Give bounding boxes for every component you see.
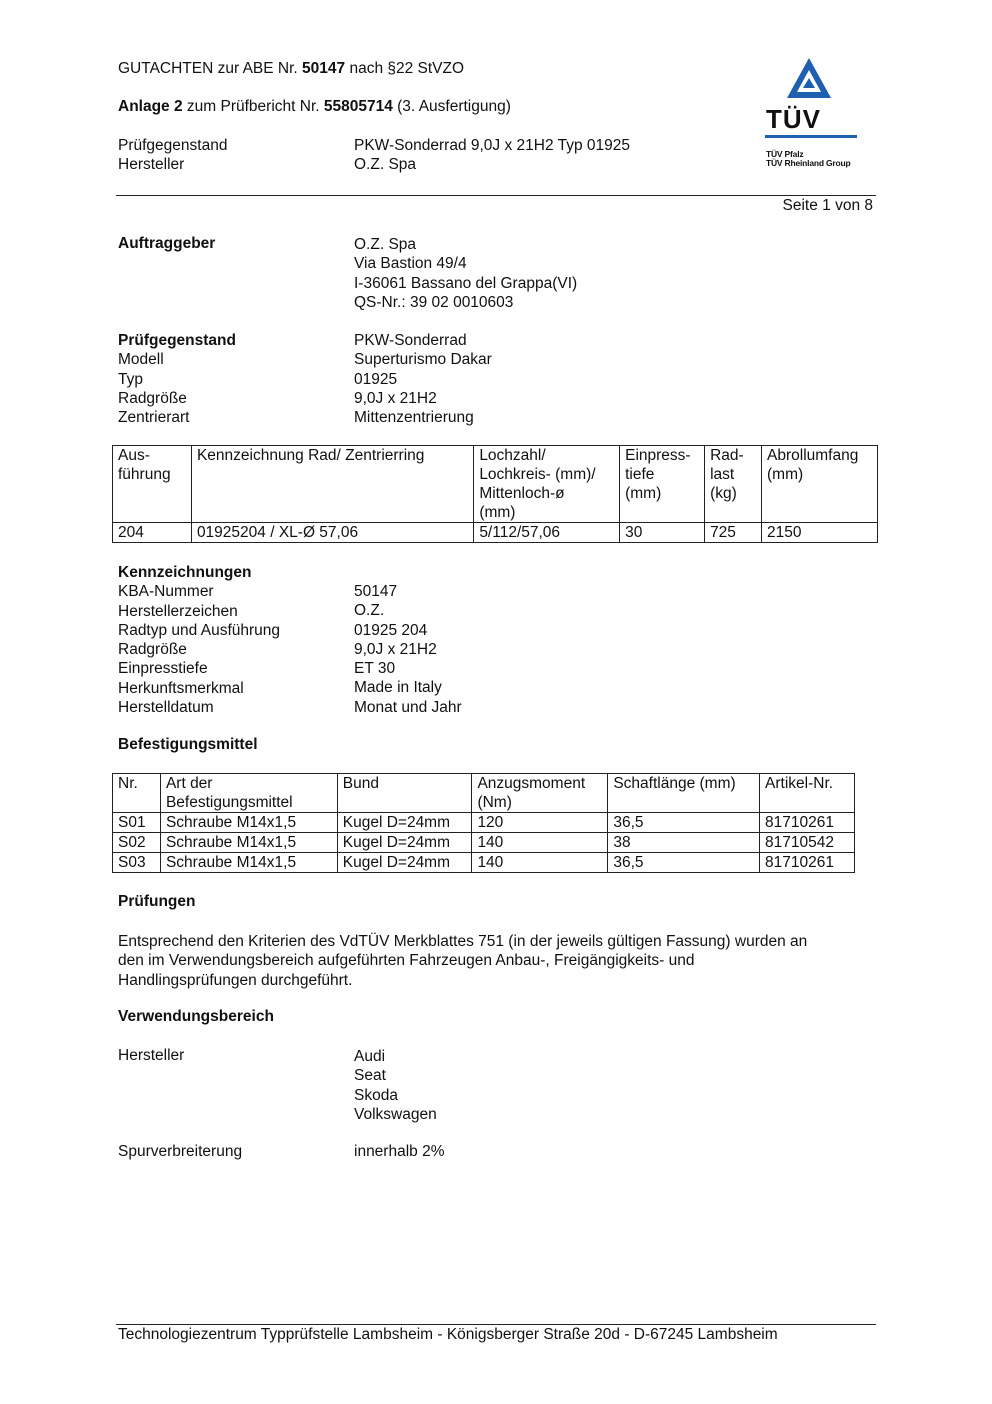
title-prefix: GUTACHTEN zur ABE Nr. [118, 60, 303, 77]
table-header-row [113, 774, 855, 813]
header-pg-label: Prüfgegenstand [118, 137, 228, 154]
table-cell: 30 [620, 523, 705, 543]
header-cell: Abrollumfang (mm) [762, 446, 878, 523]
logo-sub1: TÜV Pfalz [766, 149, 804, 159]
table-cell: 140 [472, 853, 608, 873]
field-value: PKW-Sonderrad [354, 332, 467, 349]
tuv-wordmark: TÜV [766, 104, 821, 134]
fastener-table [112, 773, 855, 873]
header-cell: Schaftlänge (mm) [608, 774, 760, 813]
field-value: O.Z. [354, 602, 385, 620]
pruefungen-paragraph [118, 932, 807, 990]
field-label: Einpresstiefe [118, 660, 208, 678]
header-hersteller-label: Hersteller [118, 156, 185, 173]
header-cell: Bund [337, 774, 472, 813]
header-cell: Rad- last (kg) [705, 446, 762, 523]
header-pg-value: PKW-Sonderrad 9,0J x 21H2 Typ 01925 [354, 137, 631, 154]
field-value: 50147 [354, 583, 398, 600]
page-number: Seite 1 von 8 [782, 197, 873, 214]
table-cell: Kugel D=24mm [337, 813, 472, 833]
field-value: 9,0J x 21H2 [354, 389, 437, 407]
field-label: Radgröße [118, 389, 187, 407]
field-value: 9,0J x 21H2 [354, 640, 437, 658]
field-label: Radgröße [118, 641, 187, 659]
table-cell: Kugel D=24mm [337, 833, 472, 853]
kennzeichnungen-values [354, 582, 462, 717]
table-cell: 204 [113, 523, 192, 543]
abe-number: 50147 [302, 60, 346, 77]
pruefgegenstand-values [354, 331, 492, 427]
table-cell: 38 [608, 833, 760, 853]
header-cell: Anzugsmoment (Nm) [472, 774, 608, 813]
wheel-table [112, 445, 878, 543]
kennzeichnungen-labels [118, 563, 280, 717]
header-cell: Kennzeichnung Rad/ Zentrierring [191, 446, 473, 523]
table-row [113, 813, 855, 833]
title-suffix: nach §22 StVZO [345, 60, 465, 77]
vb-hersteller-list [354, 1047, 437, 1124]
spur-value: innerhalb 2% [354, 1143, 445, 1160]
table-cell: Schraube M14x1,5 [160, 833, 337, 853]
header-cell: Lochzahl/ Lochkreis- (mm)/ Mittenloch-ø (mm) [474, 446, 620, 523]
report-number: 55805714 [323, 98, 393, 115]
field-value: ET 30 [354, 660, 396, 678]
address-line: I-36061 Bassano del Grappa(VI) [354, 274, 578, 292]
field-label: Zentrierart [118, 409, 190, 427]
header-cell: Nr. [113, 774, 161, 813]
table-row [113, 853, 855, 873]
table-cell: 81710261 [760, 853, 855, 873]
field-label: Herkunftsmerkmal [118, 679, 244, 697]
list-item: Skoda [354, 1086, 398, 1104]
logo-rule [765, 135, 857, 138]
table-cell: 01925204 / XL-Ø 57,06 [191, 523, 473, 543]
field-value: Monat und Jahr [354, 698, 462, 716]
auftraggeber-label: Auftraggeber [118, 235, 216, 252]
address-line: O.Z. Spa [354, 236, 417, 253]
field-label: Typ [118, 370, 143, 388]
list-item: Seat [354, 1067, 386, 1085]
table-cell: 5/112/57,06 [474, 523, 620, 543]
paragraph-line: den im Verwendungsbereich aufgeführten Fahrzeugen Anbau-, Freigängigkeits- und [118, 952, 695, 970]
table-cell: 36,5 [608, 813, 760, 833]
list-item: Volkswagen [354, 1105, 437, 1123]
footer-divider [116, 1324, 876, 1325]
report-mid: zum Prüfbericht Nr. [182, 98, 324, 115]
pruefgegenstand-title: Prüfgegenstand [118, 332, 236, 349]
list-item: Audi [354, 1048, 386, 1065]
table-cell: 36,5 [608, 853, 760, 873]
header-cell: Aus- führung [113, 446, 192, 523]
tuv-triangle-icon [784, 56, 834, 100]
pruefgegenstand-labels [118, 331, 236, 427]
header-cell: Einpress- tiefe (mm) [620, 446, 705, 523]
field-value: Made in Italy [354, 679, 442, 697]
header-cell: Art der Befestigungsmittel [160, 774, 337, 813]
kennzeichnungen-title: Kennzeichnungen [118, 564, 252, 581]
spur-label: Spurverbreiterung [118, 1143, 243, 1160]
auftraggeber-address [354, 235, 577, 312]
logo-subtitle [766, 150, 851, 168]
table-cell: 2150 [762, 523, 878, 543]
table-cell: S01 [113, 813, 161, 833]
verwendungsbereich-title: Verwendungsbereich [118, 1008, 274, 1025]
field-value: 01925 204 [354, 621, 428, 639]
report-reference [118, 98, 511, 116]
table-cell: Kugel D=24mm [337, 853, 472, 873]
paragraph-line: Entsprechend den Kriterien des VdTÜV Merkblattes 751 (in der jeweils gültigen Fassung) wurden an [118, 933, 808, 950]
table-row [113, 523, 878, 543]
field-label: KBA-Nummer [118, 583, 214, 601]
field-label: Herstellerzeichen [118, 602, 238, 620]
vb-hersteller-label: Hersteller [118, 1047, 185, 1064]
table-cell: S02 [113, 833, 161, 853]
table-header-row [113, 446, 878, 523]
field-value: Mittenzentrierung [354, 409, 474, 427]
table-cell: 81710542 [760, 833, 855, 853]
table-cell: 81710261 [760, 813, 855, 833]
pruefungen-title: Prüfungen [118, 893, 196, 910]
annex-label: Anlage 2 [118, 98, 183, 115]
address-line: QS-Nr.: 39 02 0010603 [354, 293, 514, 311]
logo-sub2: TÜV Rheinland Group [766, 158, 851, 168]
table-cell: Schraube M14x1,5 [160, 813, 337, 833]
field-value: Superturismo Dakar [354, 351, 492, 369]
table-cell: 120 [472, 813, 608, 833]
paragraph-line: Handlingsprüfungen durchgeführt. [118, 971, 353, 989]
field-label: Radtyp und Ausführung [118, 621, 281, 639]
header-hersteller-value: O.Z. Spa [354, 156, 417, 173]
address-line: Via Bastion 49/4 [354, 255, 467, 273]
table-cell: S03 [113, 853, 161, 873]
befestigung-title: Befestigungsmittel [118, 736, 258, 753]
field-label: Modell [118, 351, 164, 369]
field-label: Herstelldatum [118, 699, 214, 717]
field-value: 01925 [354, 370, 398, 388]
table-cell: 140 [472, 833, 608, 853]
table-cell: Schraube M14x1,5 [160, 853, 337, 873]
report-copy: (3. Ausfertigung) [392, 98, 511, 115]
header-divider [116, 195, 876, 196]
document-title [118, 60, 464, 78]
table-cell: 725 [705, 523, 762, 543]
footer-address: Technologiezentrum Typprüfstelle Lambsheim - Königsberger Straße 20d - D-67245 Lambsheim [118, 1326, 778, 1343]
header-cell: Artikel-Nr. [760, 774, 855, 813]
table-row [113, 833, 855, 853]
